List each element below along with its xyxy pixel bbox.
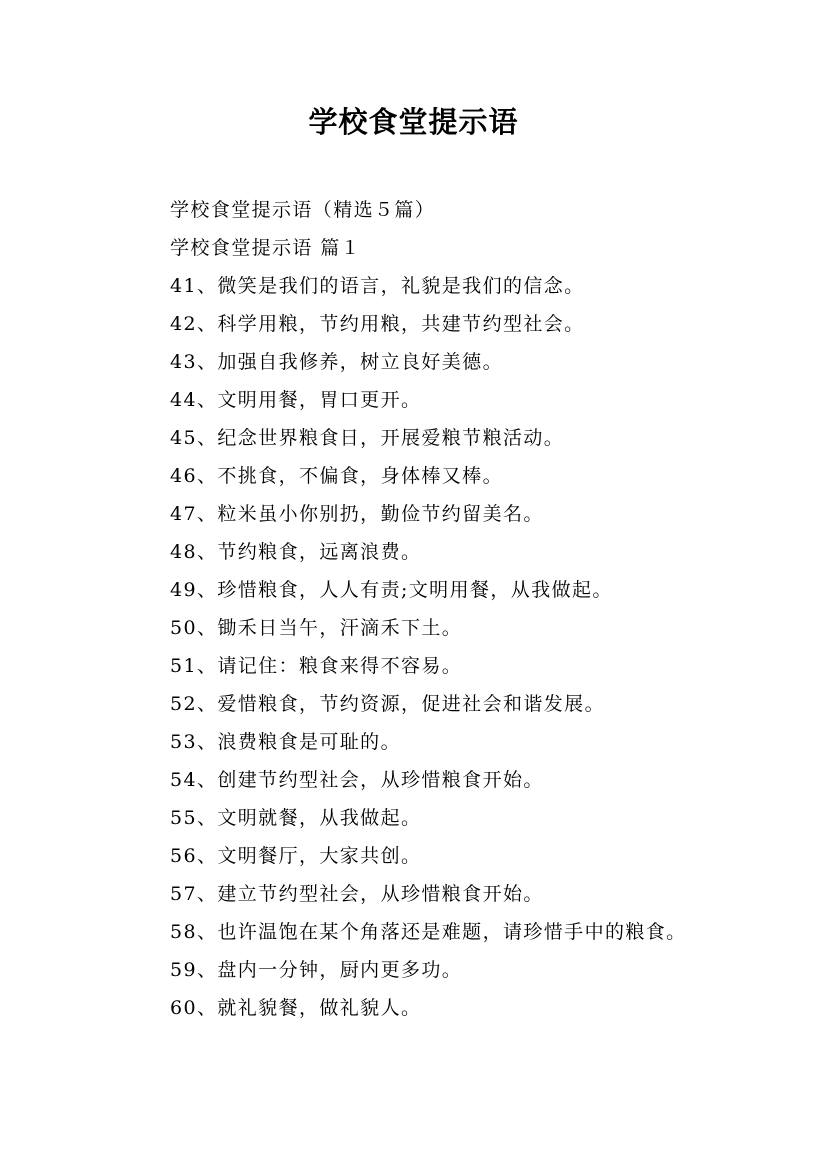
document-title: 学校食堂提示语 bbox=[308, 105, 519, 139]
document-subtitle: 学校食堂提示语（精选５篇） bbox=[170, 199, 436, 221]
list-item: 47、粒米虽小你别扔，勤俭节约留美名。 bbox=[170, 503, 544, 525]
list-item: 43、加强自我修养，树立良好美德。 bbox=[170, 351, 503, 373]
list-item: 58、也许温饱在某个角落还是难题，请珍惜手中的粮食。 bbox=[170, 921, 687, 943]
list-item: 41、微笑是我们的语言，礼貌是我们的信念。 bbox=[170, 275, 585, 297]
section-heading: 学校食堂提示语 篇１ bbox=[170, 237, 362, 259]
list-item: 60、就礼貌餐，做礼貌人。 bbox=[170, 997, 422, 1019]
list-item: 54、创建节约型社会，从珍惜粮食开始。 bbox=[170, 769, 544, 791]
list-item: 57、建立节约型社会，从珍惜粮食开始。 bbox=[170, 883, 544, 905]
list-item: 42、科学用粮，节约用粮，共建节约型社会。 bbox=[170, 313, 585, 335]
list-item: 53、浪费粮食是可耻的。 bbox=[170, 731, 401, 753]
list-item: 56、文明餐厅，大家共创。 bbox=[170, 845, 422, 867]
list-item: 48、节约粮食，远离浪费。 bbox=[170, 541, 422, 563]
list-item: 49、珍惜粮食，人人有责;文明用餐，从我做起。 bbox=[170, 579, 613, 601]
list-item: 51、请记住：粮食来得不容易。 bbox=[170, 655, 463, 677]
list-item: 46、不挑食，不偏食，身体棒又棒。 bbox=[170, 465, 503, 487]
list-item: 59、盘内一分钟，厨内更多功。 bbox=[170, 959, 463, 981]
list-item: 55、文明就餐，从我做起。 bbox=[170, 807, 422, 829]
list-item: 44、文明用餐，胃口更开。 bbox=[170, 389, 422, 411]
document-body bbox=[170, 191, 820, 1027]
list-item: 50、锄禾日当午，汗滴禾下土。 bbox=[170, 617, 463, 639]
list-item: 52、爱惜粮食，节约资源，促进社会和谐发展。 bbox=[170, 693, 605, 715]
list-item: 45、纪念世界粮食日，开展爱粮节粮活动。 bbox=[170, 427, 565, 449]
